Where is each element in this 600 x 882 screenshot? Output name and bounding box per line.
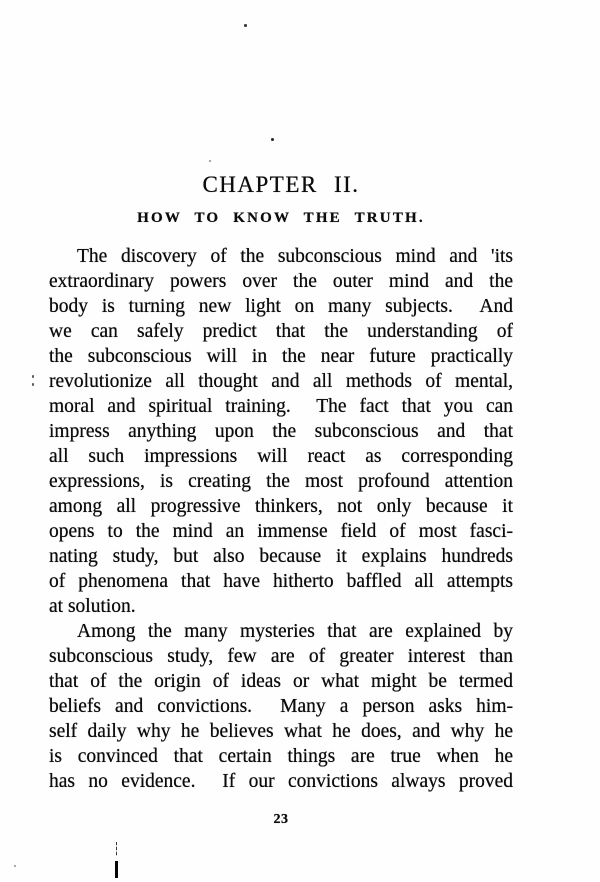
paragraph-2 — [49, 619, 513, 794]
text-line: we can safely predict that the understanding of — [49, 321, 513, 342]
text-line: at solution. — [49, 596, 136, 617]
ink-speck — [14, 865, 16, 867]
text-line: the subconscious will in the near future practically — [49, 346, 513, 367]
paragraph-1 — [49, 244, 513, 619]
text-line: beliefs and convictions. Many a person asks him- — [49, 696, 513, 717]
body-text — [49, 244, 513, 794]
text-line: expressions, is creating the most profound attention — [49, 471, 513, 492]
text-line: The discovery of the subconscious mind and 'its — [77, 246, 513, 267]
ink-speck — [209, 160, 211, 162]
scan-stray-line — [115, 861, 118, 878]
text-line: nating study, but also because it explains hundreds — [49, 546, 513, 567]
text-line: impress anything upon the subconscious and that — [49, 421, 513, 442]
text-line: self daily why he believes what he does, and why he — [49, 721, 513, 742]
chapter-heading: CHAPTER II. — [202, 172, 360, 197]
text-line: among all progressive thinkers, not only because it — [49, 496, 513, 517]
chapter-subtitle: HOW TO KNOW THE TRUTH. — [137, 210, 425, 226]
text-line: has no evidence. If our convictions always proved — [49, 771, 513, 792]
scan-stray-line — [116, 842, 118, 856]
text-line: subconscious study, few are of greater interest than — [49, 646, 513, 667]
text-line: extraordinary powers over the outer mind and the — [49, 271, 513, 292]
margin-colon-mark — [32, 375, 35, 388]
ink-speck — [271, 138, 274, 141]
text-line: moral and spiritual training. The fact that you can — [49, 396, 513, 417]
text-line: is convinced that certain things are true when he — [49, 746, 513, 767]
text-line: Among the many mysteries that are explained by — [77, 621, 513, 642]
page-number: 23 — [273, 812, 289, 827]
text-line: opens to the mind an immense field of most fasci- — [49, 521, 513, 542]
text-line: revolutionize all thought and all methods of mental, — [49, 371, 513, 392]
text-line: that of the origin of ideas or what might be termed — [49, 671, 513, 692]
ink-speck — [244, 24, 247, 27]
text-line: body is turning new light on many subjects. And — [49, 296, 513, 317]
text-line: of phenomena that have hitherto baffled all attempts — [49, 571, 513, 592]
ink-speck — [32, 375, 34, 378]
ink-speck — [32, 383, 34, 386]
text-line: all such impressions will react as corresponding — [49, 446, 513, 467]
